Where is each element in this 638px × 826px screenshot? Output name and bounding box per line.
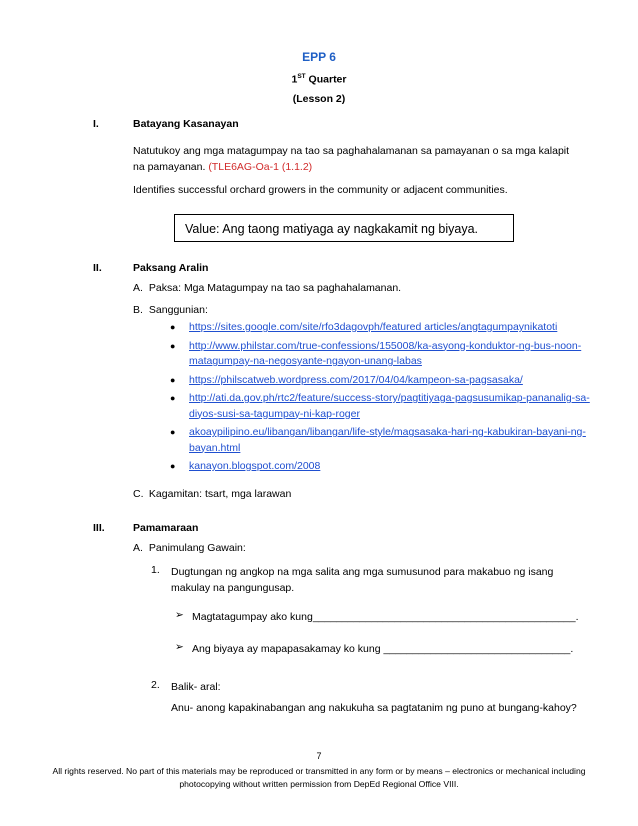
bullet-icon: ● [170,461,176,471]
section2-numeral: II. [93,262,102,274]
arrow-icon: ➢ [175,609,184,621]
list-item [158,320,598,336]
section1-english: Identifies successful orchard growers in the community or adjacent communities. [133,184,508,196]
list-item [158,425,598,456]
section1-numeral: I. [93,118,99,130]
step-number: 2. [151,679,160,691]
fill-in-prompt-1: Magtatagumpay ako kung_____________________________________________. [192,611,579,623]
section1-title: Batayang Kasanayan [133,118,239,130]
references-item: B. Sanggunian: [133,304,208,316]
materials-item: C. Kagamitan: tsart, mga larawan [133,488,292,500]
reference-link[interactable]: https://sites.google.com/site/rfo3dagovph/featured articles/angtagumpaynikatoti [189,321,558,333]
reference-link[interactable]: akoaypilipino.eu/libangan/libangan/life-style/magsasaka-hari-ng-kabukiran-bayani-ng-bayan.html [189,426,586,454]
reference-link[interactable]: http://ati.da.gov.ph/rtc2/feature/success-story/pagtitiyaga-pagsusumikap-pananalig-sa-diyos-susi-sa-tagumpay-ni-kap-roger [189,392,590,420]
topic-item: A. Paksa: Mga Matagumpay na tao sa paghahalamanan. [133,282,402,294]
arrow-icon: ➢ [175,641,184,653]
list-item [158,459,598,475]
lesson-label: (Lesson 2) [292,93,346,105]
bullet-icon: ● [170,374,176,385]
bullet-icon: ● [170,340,176,351]
step1-text: Dugtungan ng angkop na mga salita ang mga sumusunod para makabuo ng isang makulay na pangungusap. [171,566,554,594]
bullet-icon: ● [170,427,176,437]
page-number: 7 [316,751,322,761]
reference-link[interactable]: http://www.philstar.com/true-confessions/155008/ka-asyong-konduktor-ng-bus-noon-matagumpay-na-negosyante-ngayon-unang-labas [189,339,582,367]
list-item [158,373,598,389]
review-question: Anu- anong kapakinabangan ang nakukuha sa pagtatanim ng puno at bungang-kahoy? [171,702,577,714]
section1-competency: Natutukoy ang mga matagumpay na tao sa paghahalamanan sa pamayanan o sa mga kalapit na pamayanan. (TLE6AG-Oa-1 (1.1.2) [133,145,570,173]
value-box: Value: Ang taong matiyaga ay nagkakamit ng biyaya. [174,214,514,242]
reference-link[interactable]: kanayon.blogspot.com/2008 [189,460,321,472]
reference-link[interactable]: https://philscatweb.wordpress.com/2017/04/04/kampeon-sa-pagsasaka/ [189,373,523,386]
bullet-icon: ● [170,393,176,403]
copyright-notice: All rights reserved. No part of this materials may be reproduced or transmitted in any form or by means – electronics or mechanical including photocopying without written permission from DepEd Regional Office VIII. [52,766,586,789]
list-item [158,391,598,422]
step-number: 1. [151,564,160,576]
list-item [158,339,598,370]
intro-activity: A. Panimulang Gawain: [133,542,246,554]
section3-numeral: III. [93,522,105,534]
competency-code: (TLE6AG-Oa-1 (1.1.2) [208,161,313,173]
quarter-label: 1ST Quarter [291,73,347,86]
bullet-icon: ● [170,322,176,332]
section3-title: Pamamaraan [133,522,199,534]
fill-in-prompt-2: Ang biyaya ay mapapasakamay ko kung ________________________________. [192,643,574,655]
reference-list [158,320,598,478]
document-title: EPP 6 [302,50,336,64]
section2-title: Paksang Aralin [133,262,209,274]
step2-text: Balik- aral: [171,681,221,693]
